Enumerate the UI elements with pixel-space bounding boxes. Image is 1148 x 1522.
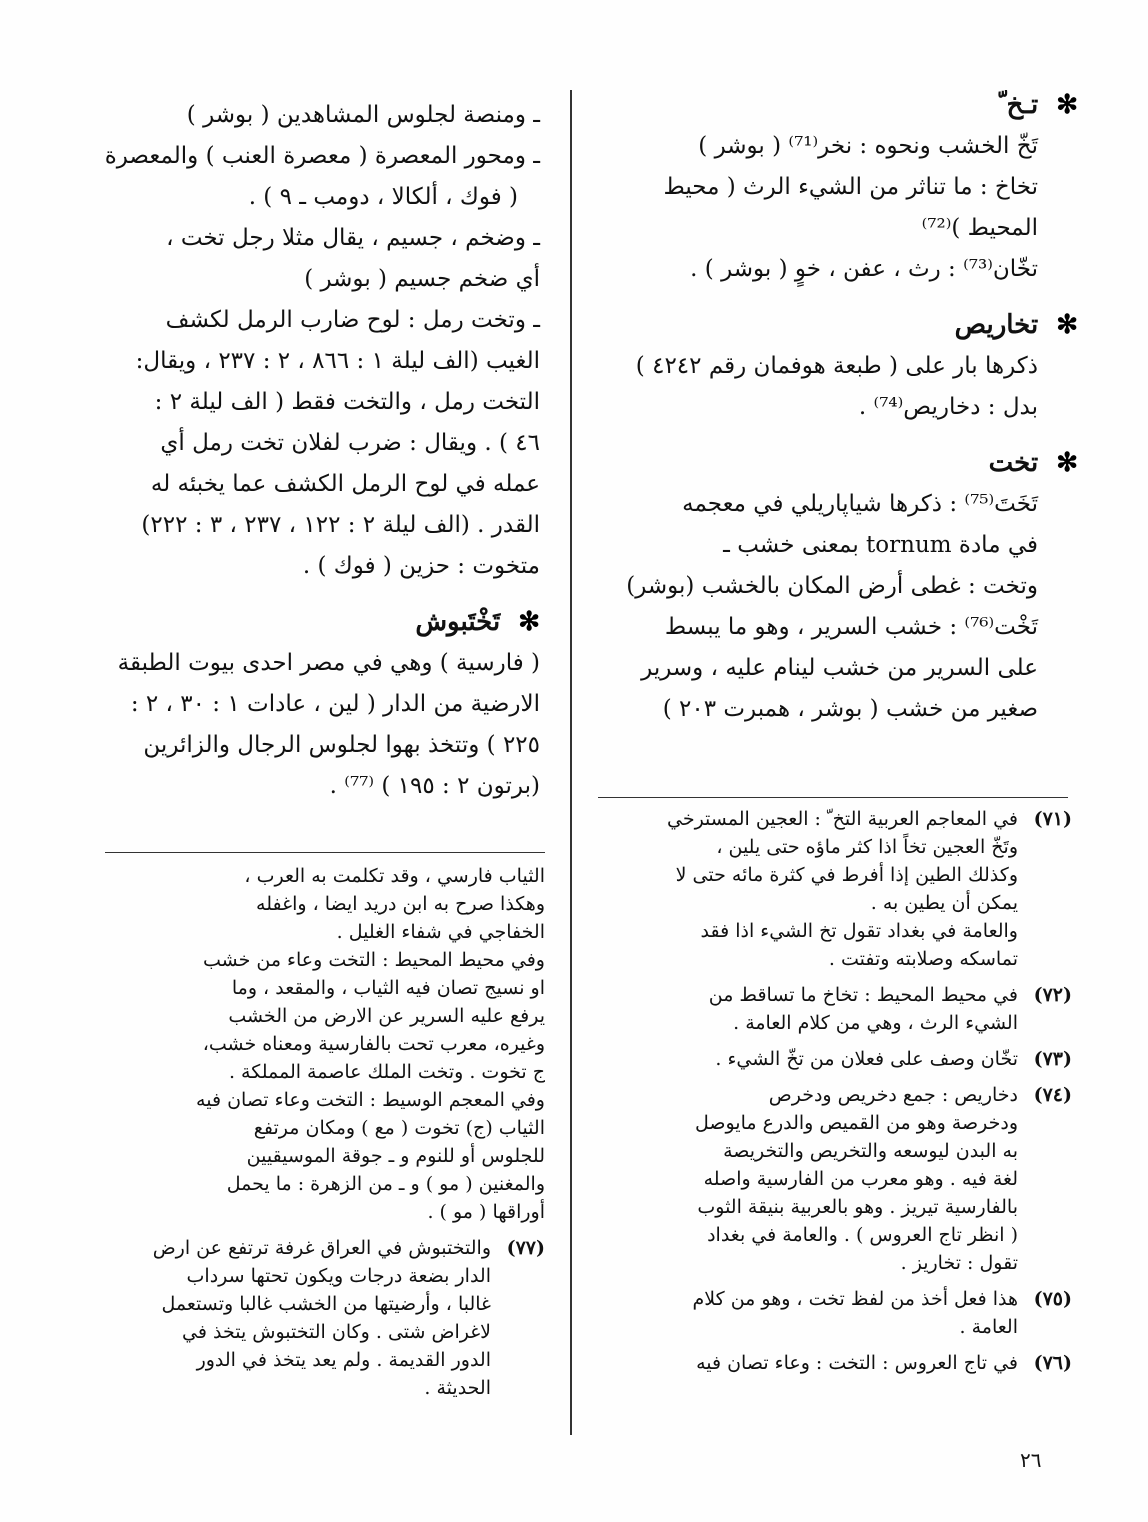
footnote-line: لغة فيه . وهو معرب من الفارسية واصله: [703, 1168, 1018, 1190]
footnote-number: (٧٦): [1033, 1352, 1072, 1374]
entry-line: تخّان⁽⁷³⁾ : رث ، عفن ، خوٍ ( بوشر ) .: [690, 256, 1038, 282]
entry-line: ـ وتخت رمل : لوح ضارب الرمل لكشف: [165, 307, 540, 333]
entry-line: ذكرها بار على ( طبعة هوفمان رقم ٤٢٤٢ ): [635, 353, 1038, 379]
entry-line: تَخَتَ⁽⁷⁵⁾ : ذكرها شياپاريلي في معجمه: [682, 491, 1038, 517]
footnote-line: وهكذا صرح به ابن دريد ايضا ، واغفله: [256, 893, 545, 915]
footnote-line: لاغراض شتى . وكان التختبوش يتخذ في: [182, 1321, 491, 1343]
footnote-line: ( انظر تاج العروس ) . والعامة في بغداد: [707, 1224, 1018, 1246]
entry-line: ـ ومحور المعصرة ( معصرة العنب ) والمعصرة: [104, 143, 540, 169]
entry-line: التخت رمل ، والتخت فقط ( الف ليلة ٢ :: [154, 389, 540, 415]
footnote-line: في المعاجم العربية التخ ّ : العجين المسترخي: [666, 808, 1018, 830]
footnote-line: يمكن أن يطين به .: [870, 892, 1018, 914]
footnote-number: (٧١): [1033, 808, 1072, 830]
entry-line: في مادة tornum بمعنى خشب ـ: [723, 532, 1038, 558]
footnote-line: في تاج العروس : التخت : وعاء تصان فيه: [696, 1352, 1018, 1374]
entry-head: ✻ تـخ ّ: [998, 90, 1078, 120]
footnote-line: دخاريص : جمع دخريص ودخرص: [768, 1084, 1018, 1106]
footnote-line: وفي محيط المحيط : التخت وعاء من خشب: [202, 949, 545, 971]
entry-line: ـ ومنصة لجلوس المشاهدين ( بوشر ): [186, 102, 540, 128]
asterisk-flower-icon: ✻: [518, 607, 540, 637]
footnote-line: او نسيج تصان فيه الثياب ، والمقعد ، وما: [231, 977, 545, 999]
footnote-line: وتَخّ العجين تخاً اذا كثر ماؤه حتى يلين ،: [716, 836, 1018, 858]
entry-line: الارضية من الدار ( لين ، عادات ١ : ٣٠ ، ٢ :: [130, 691, 540, 717]
entry-line: تخاخ : ما تناثر من الشيء الرث ( محيط: [663, 174, 1038, 200]
entry-head: ✻ تخاريص: [954, 310, 1078, 340]
footnote-rule-right: [598, 797, 1068, 798]
entry-line: صغير من خشب ( بوشر ، همبرت ٢٠٣ ): [662, 696, 1038, 722]
footnote-number: (٧٢): [1033, 984, 1072, 1006]
footnote-number: (٧٣): [1033, 1048, 1072, 1070]
column-divider: [570, 90, 572, 1435]
footnote-line: والعامة في بغداد تقول تخ الشيء اذا فقد: [700, 920, 1018, 942]
entry-line: عمله في لوح الرمل الكشف عما يخبئه له: [150, 471, 540, 497]
footnote-line: العامة .: [959, 1316, 1018, 1338]
footnote-line: تقول : تخاريز .: [900, 1252, 1018, 1274]
footnote-line: للجلوس أو للنوم و ـ جوقة الموسيقيين: [246, 1145, 545, 1167]
footnote-line: بالفارسية تيريز . وهو بالعربية بنيقة الثوب: [697, 1196, 1018, 1218]
footnote-line: في محيط المحيط : تخاخ ما تساقط من: [708, 984, 1018, 1006]
footnote-line: الدار بضعة درجات ويكون تحتها سرداب: [186, 1265, 491, 1287]
footnote-line: والتختبوش في العراق غرفة ترتفع عن ارض: [152, 1237, 491, 1259]
entry-head: ✻ تَخْتَبوش: [415, 607, 540, 637]
footnote-line: به البدن ليوسعه والتخريص والتخريصة: [723, 1140, 1018, 1162]
footnote-line: الثياب (ج) تخوت ( مع ) ومكان مرتفع: [253, 1117, 545, 1139]
footnote-71: [598, 805, 1072, 973]
entry-line: أي ضخم جسيم ( بوشر ): [304, 266, 540, 292]
footnote-line: وغيره، معرب تحت بالفارسية ومعناه خشب،: [202, 1033, 545, 1055]
footnote-line: الخفاجي في شفاء الغليل .: [336, 921, 545, 943]
entry-line: تَخْت⁽⁷⁶⁾ : خشب السرير ، وهو ما يبسط: [664, 614, 1038, 640]
entry-line: على السرير من خشب لينام عليه ، وسرير: [641, 655, 1038, 681]
entry-line: ( فوك ، ألكالا ، دومب ـ ٩ ) .: [248, 184, 518, 210]
footnote-line: تخّان وصف على فعلان من تخّ الشيء .: [715, 1048, 1018, 1070]
footnote-line: والمغنين ( مو ) و ـ من الزهرة : ما يحمل: [226, 1173, 545, 1195]
footnote-line: يرفع عليه السرير عن الارض من الخشب: [228, 1005, 545, 1027]
footnote-line: الدور القديمة . ولم يعد يتخذ في الدور: [196, 1349, 491, 1371]
entry-line: ٢٢٥ ) وتتخذ بهوا لجلوس الرجال والزائرين: [143, 732, 540, 758]
left-footnotes: [105, 862, 545, 1410]
footnote-76-continued: [105, 862, 545, 1226]
asterisk-flower-icon: ✻: [1056, 310, 1078, 340]
footnote-number: (٧٧): [506, 1237, 545, 1259]
asterisk-flower-icon: ✻: [1056, 90, 1078, 120]
footnote-75: [598, 1285, 1072, 1341]
entry-line: تَخّ الخشب ونحوه : نخر⁽⁷¹⁾ ( بوشر ): [698, 133, 1038, 159]
footnote-line: الشيء الرث ، وهي من كلام العامة .: [733, 1012, 1018, 1034]
right-column: [588, 90, 1078, 730]
entry-line: ٤٦ ) . ويقال : ضرب لفلان تخت رمل أي: [160, 430, 540, 456]
footnote-74: [598, 1081, 1072, 1277]
entry-line: متخوت : حزين ( فوك ) .: [302, 553, 540, 579]
left-column: [100, 95, 540, 807]
entry-line: ( فارسية ) وهي في مصر احدى بيوت الطبقة: [117, 650, 540, 676]
asterisk-flower-icon: ✻: [1056, 448, 1078, 478]
footnote-line: تماسكه وصلابته وتفتت .: [828, 948, 1018, 970]
footnote-line: غالبا ، وأرضيتها من الخشب غالبا وتستعمل: [161, 1293, 491, 1315]
footnote-line: ودخرصة وهو من القميص والدرع مايوصل: [694, 1112, 1018, 1134]
footnote-73: [598, 1045, 1072, 1073]
footnote-line: هذا فعل أخذ من لفظ تخت ، وهو من كلام: [692, 1288, 1018, 1310]
footnote-rule-left: [105, 852, 545, 853]
footnote-76: [598, 1349, 1072, 1377]
footnote-72: [598, 981, 1072, 1037]
entry-line: القدر . (الف ليلة ٢ : ١٢٢ ، ٢٣٧ ، ٣ : ٢٢٢): [141, 512, 540, 538]
footnote-number: (٧٤): [1033, 1084, 1072, 1106]
page-number: ٢٦: [1020, 1448, 1042, 1472]
footnote-77: [105, 1234, 545, 1402]
entry-line: ـ وضخم ، جسيم ، يقال مثلا رجل تخت ،: [166, 225, 540, 251]
footnote-number: (٧٥): [1033, 1288, 1072, 1310]
entry-line: وتخت : غطى أرض المكان بالخشب (بوشر): [626, 573, 1038, 599]
entry-line: بدل : دخاريص⁽⁷⁴⁾ .: [858, 394, 1038, 420]
entry-line: المحيط )⁽⁷²⁾: [921, 215, 1038, 241]
footnote-line: الثياب فارسي ، وقد تكلمت به العرب ،: [244, 865, 545, 887]
entry-line: الغيب (الف ليلة ١ : ٨٦٦ ، ٢ : ٢٣٧ ، ويقال:: [135, 348, 540, 374]
footnote-line: ج تخوت . وتخت الملك عاصمة المملكة .: [228, 1061, 545, 1083]
footnote-line: وكذلك الطين إذا أفرط في كثرة مائه حتى لا: [675, 864, 1018, 886]
entry-line: (برتون ٢ : ١٩٥ ) ⁽⁷⁷⁾ .: [329, 773, 540, 799]
footnote-line: أوراقها ( مو ) .: [427, 1201, 545, 1223]
entry-head: ✻ تخت: [988, 448, 1078, 478]
footnote-line: وفي المعجم الوسيط : التخت وعاء تصان فيه: [196, 1089, 545, 1111]
footnote-line: الحديثة .: [424, 1377, 491, 1399]
right-footnotes: [598, 805, 1072, 1385]
